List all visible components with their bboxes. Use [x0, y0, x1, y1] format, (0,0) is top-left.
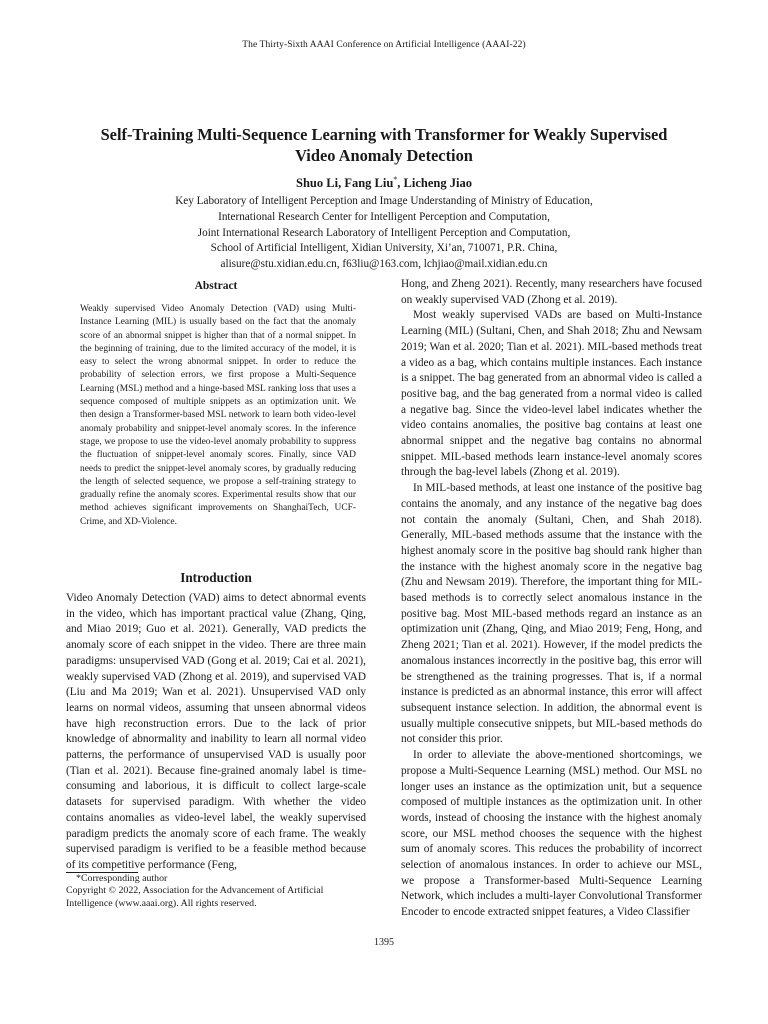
conference-header: The Thirty-Sixth AAAI Conference on Artificial Intelligence (AAAI-22): [242, 40, 526, 50]
intro-paragraph: In MIL-based methods, at least one instance of the positive bag contains the anomaly, and any instance of the negative bag does not contain the anomaly (Sultani, Chen, and Shah 2018). Generally, MIL-based methods assume that the instance with the highest anomaly score in the positive bag should rank higher than the instance with the highest anomaly score in the negative bag (Zhu and Newsam 2019). Therefore, the important thing for MIL-based methods is to correctly select anomalous instance in the positive bag. Most MIL-based methods regard an instance as an optimization unit (Zhang, Qing, and Miao 2019; Feng, Hong, and Zheng 2021; Tian et al. 2021). However, if the model predicts the anomalous instances incorrectly in the positive bag, this error will be strengthened as the training progresses. That is, if a normal instance is predicted as an abnormal instance, this error will affect subsequent instance selection. In addition, the abnormal event is usually multiple consecutive snippets, but MIL-based methods do not consider this prior.: [401, 482, 702, 746]
authors-tail: , Licheng Jiao: [397, 176, 472, 191]
paper-title: [40, 124, 728, 166]
copyright-line: Copyright © 2022, Association for the Advancement of Artificial: [66, 885, 324, 897]
corresponding-author-note: *Corresponding author: [76, 873, 168, 884]
page-number: 1395: [374, 937, 394, 948]
authors-names: Shuo Li, Fang Liu: [296, 176, 394, 191]
abstract-text: Weakly supervised Video Anomaly Detection (VAD) using Multi-Instance Learning (MIL) is usually based on the fact that the anomaly score of an abnormal snippet is higher than that of a normal snippet. In the beginning of training, due to the limited accuracy of the model, it is easy to select the wrong abnormal snippet. In order to reduce the probability of selection errors, we first propose a Multi-Sequence Learning (MSL) method and a hinge-based MSL ranking loss that uses a sequence composed of multiple snippets as an optimization unit. We then design a Transformer-based MSL network to learn both video-level anomaly probability and snippet-level anomaly scores. In the inference stage, we propose to use the video-level anomaly probability to suppress the fluctuation of snippet-level anomaly scores. Finally, since VAD needs to predict the snippet-level anomaly scores, by gradually reducing the length of selected sequence, we propose a self-training strategy to gradually refine the anomaly scores. Experimental results show that our method achieves significant improvements on ShanghaiTech, UCF-Crime, and XD-Violence.: [80, 304, 356, 527]
introduction-heading: Introduction: [180, 570, 252, 585]
title-line-1: Self-Training Multi-Sequence Learning with Transformer for Weakly Supervised: [100, 125, 668, 144]
affiliation-line: International Research Center for Intelligent Perception and Computation,: [218, 210, 550, 223]
copyright-line: Intelligence (www.aaai.org). All rights reserved.: [66, 897, 257, 909]
corresponding-mark: *: [393, 175, 398, 184]
intro-paragraph: Video Anomaly Detection (VAD) aims to detect abnormal events in the video, which has important practical value (Zhang, Qing, and Miao 2019; Guo et al. 2021). Generally, VAD predicts the anomaly score of each snippet in the video. There are three main paradigms: unsupervised VAD (Gong et al. 2019; Cai et al. 2021), weakly supervised VAD (Zhong et al. 2019), and supervised VAD (Liu and Ma 2019; Wan et al. 2021). Unsupervised VAD only learns on normal videos, assuming that unseen abnormal videos have high reconstruction errors. Due to the lack of prior knowledge of abnormality and inability to learn all normal video patterns, the performance of unsupervised VAD is usually poor (Tian et al. 2021). Because fine-grained anomaly label is time-consuming and laborious, it is difficult to collect large-scale datasets for supervised paradigm. With whether the video contains anomalies as video-level label, the weakly supervised paradigm predicts the anomaly score of each frame. The weakly supervised paradigm is verified to be a feasible method because of its competitive performance (Feng,: [66, 592, 366, 871]
intro-paragraph: Most weakly supervised VADs are based on Multi-Instance Learning (MIL) (Sultani, Chen, and Shah 2018; Zhu and Newsam 2019; Wan et al. 2020; Tian et al. 2021). MIL-based methods treat a video as a bag, which contains multiple instances. Each instance is a snippet. The bag generated from an abnormal video is called a positive bag, and the bag generated from a normal video is called a negative bag. Since the video-level label indicates whether the video contains anomalies, the positive bag contains at least one abnormal snippet and the negative bag contains no abnormal snippet. MIL-based methods learn instance-level anomaly scores through the bag-level labels (Zhong et al. 2019).: [401, 309, 702, 479]
footnote: [66, 873, 376, 910]
abstract-heading: Abstract: [194, 280, 238, 292]
author-list: [0, 175, 768, 191]
affiliation-line: Key Laboratory of Intelligent Perception and Image Understanding of Ministry of Education,: [175, 195, 593, 207]
title-line-2: Video Anomaly Detection: [295, 146, 473, 165]
affiliation-line: School of Artificial Intelligent, Xidian University, Xi’an, 710071, P.R. China,: [210, 242, 558, 255]
left-column-body: [66, 591, 366, 874]
intro-paragraph: Hong, and Zheng 2021). Recently, many researchers have focused on weakly supervised VAD (Zhong et al. 2019).: [401, 278, 702, 306]
affiliations: [0, 194, 768, 273]
intro-paragraph: In order to alleviate the above-mentioned shortcomings, we propose a Multi-Sequence Learning (MSL) method. Our MSL no longer uses an instance as the optimization unit, but a sequence composed of multiple instances as the optimization unit. In other words, instead of choosing the instance with the highest anomaly score, our MSL method chooses the sequence with the highest sum of anomaly scores. This reduces the probability of incorrect selection of anomalous instances. In order to achieve our MSL, we propose a Transformer-based Multi-Sequence Learning Network, which includes a multi-layer Convolutional Transformer Encoder to encode extracted snippet features, a Video Classifier: [401, 749, 702, 919]
right-column-body: [401, 277, 702, 921]
author-emails: alisure@stu.xidian.edu.cn, f63liu@163.com, lchjiao@mail.xidian.edu.cn: [220, 258, 548, 271]
affiliation-line: Joint International Research Laboratory of Intelligent Perception and Computation,: [197, 226, 571, 239]
